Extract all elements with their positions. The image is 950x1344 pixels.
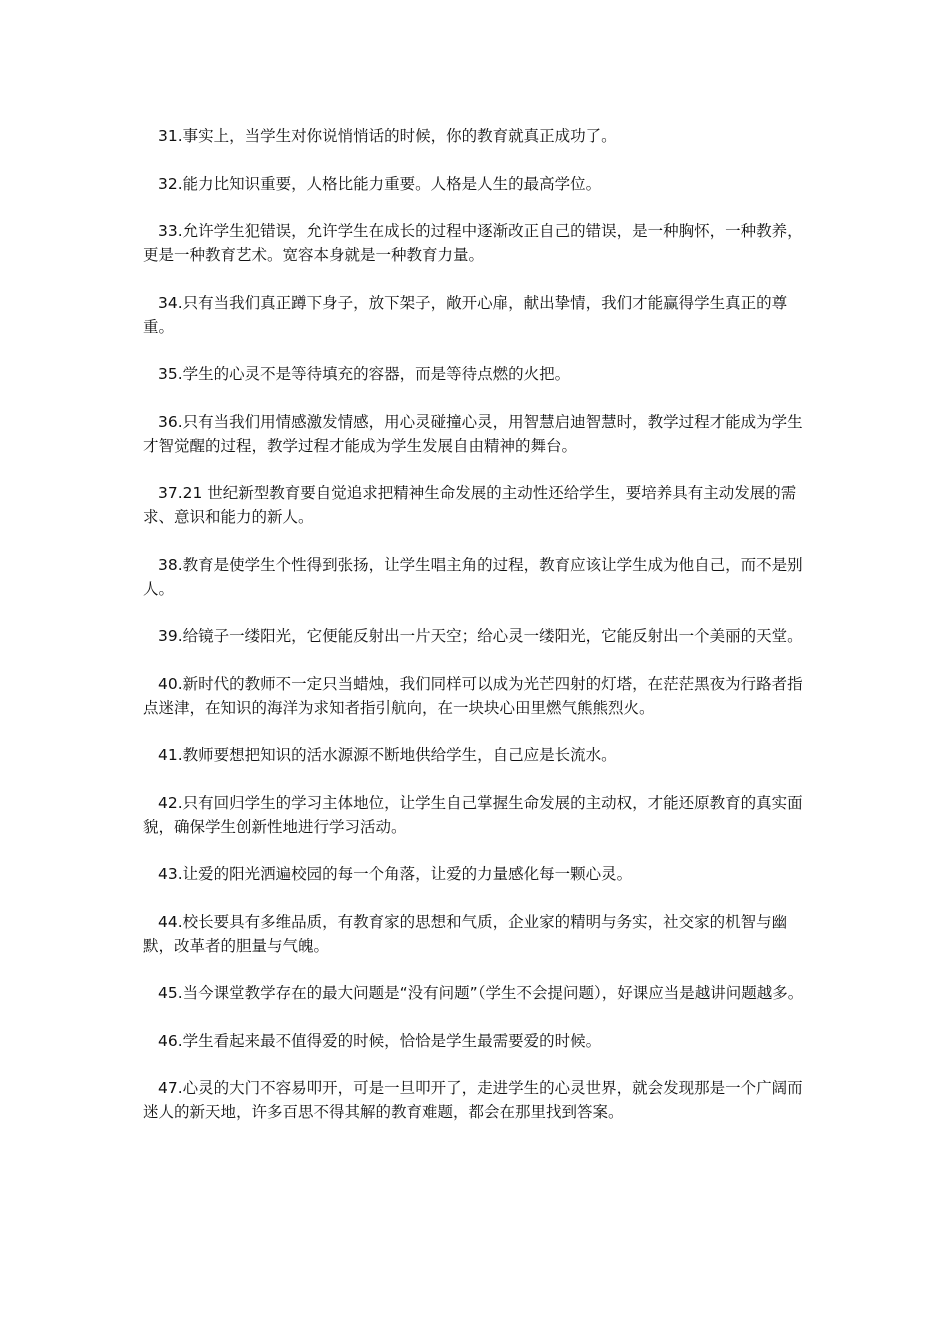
document-body (143, 124, 811, 1148)
paragraph-41: 41.教师要想把知识的活水源源不断地供给学生，自己应是长流水。 (158, 746, 617, 764)
paragraph-39: 39.给镜子一缕阳光，它便能反射出一片天空；给心灵一缕阳光，它能反射出一个美丽的天堂。 (158, 627, 803, 645)
paragraph-35: 35.学生的心灵不是等待填充的容器，而是等待点燃的火把。 (158, 365, 571, 383)
paragraph-42: 42.只有回归学生的学习主体地位，让学生自己掌握生命发展的主动权，才能还原教育的真实面貌，确保学生创新性地进行学习活动。 (143, 793, 803, 836)
paragraph-40: 40.新时代的教师不一定只当蜡烛，我们同样可以成为光芒四射的灯塔，在茫茫黑夜为行路者指点迷津，在知识的海洋为求知者指引航向，在一块块心田里燃气熊熊烈火。 (143, 674, 803, 717)
paragraph-43: 43.让爱的阳光洒遍校园的每一个角落，让爱的力量感化每一颗心灵。 (158, 865, 633, 883)
paragraph-36: 36.只有当我们用情感激发情感，用心灵碰撞心灵，用智慧启迪智慧时，教学过程才能成为学生才智觉醒的过程，教学过程才能成为学生发展自由精神的舞台。 (143, 412, 803, 455)
paragraph-44: 44.校长要具有多维品质，有教育家的思想和气质，企业家的精明与务实，社交家的机智与幽默，改革者的胆量与气魄。 (143, 912, 788, 955)
paragraph-45: 45.当今课堂教学存在的最大问题是“没有问题”（学生不会提问题），好课应当是越讲问题越多。 (158, 984, 804, 1002)
paragraph-46: 46.学生看起来最不值得爱的时候，恰恰是学生最需要爱的时候。 (158, 1031, 602, 1050)
paragraph-33: 33.允许学生犯错误，允许学生在成长的过程中逐渐改正自己的错误，是一种胸怀，一种教养，更是一种教育艺术。宽容本身就是一种教育力量。 (143, 222, 803, 264)
paragraph-31: 31.事实上，当学生对你说悄悄话的时候，你的教育就真正成功了。 (158, 127, 617, 145)
paragraph-37: 37.21 世纪新型教育要自觉追求把精神生命发展的主动性还给学生，要培养具有主动发展的需求、意识和能力的新人。 (143, 484, 797, 526)
paragraph-34: 34.只有当我们真正蹲下身子，放下架子，敞开心扉，献出挚情，我们才能赢得学生真正的尊重。 (143, 293, 788, 336)
paragraph-38: 38.教育是使学生个性得到张扬，让学生唱主角的过程，教育应该让学生成为他自己，而不是别人。 (143, 555, 803, 598)
paragraph-47: 47.心灵的大门不容易叩开，可是一旦叩开了，走进学生的心灵世界，就会发现那是一个广阔而迷人的新天地，许多百思不得其解的教育难题，都会在那里找到答案。 (143, 1079, 803, 1121)
paragraph-32: 32.能力比知识重要，人格比能力重要。人格是人生的最高学位。 (158, 174, 602, 193)
